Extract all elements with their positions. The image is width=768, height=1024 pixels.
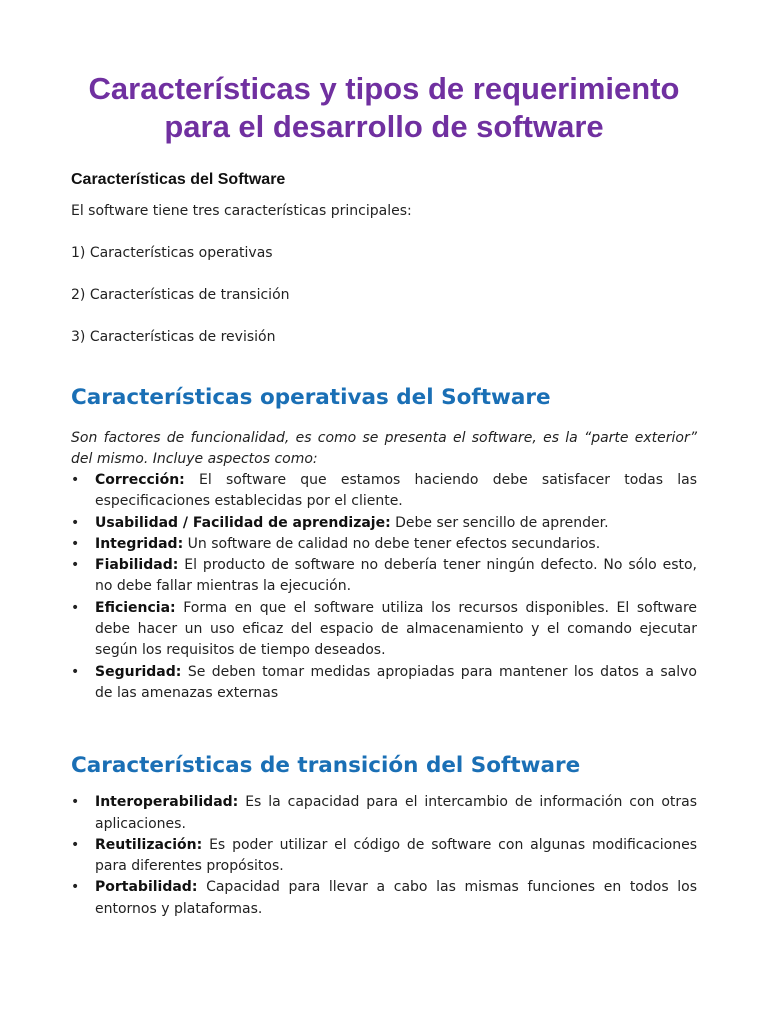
bullet-icon: • <box>71 794 80 811</box>
section-heading-operativas: Características operativas del Software <box>71 385 551 410</box>
bullet-text: El producto de software no debería tener ningún defecto. No sólo esto, no debe fallar mientras la ejecución. <box>95 557 697 595</box>
bullet-term: Eficiencia: <box>95 599 176 616</box>
bullet-term: Portabilidad: <box>95 879 198 896</box>
bullet-item <box>71 598 697 662</box>
bullet-text: Debe ser sencillo de aprender. <box>395 514 609 531</box>
bullet-text: Es la capacidad para el intercambio de información con otras aplicaciones. <box>95 794 698 832</box>
bullet-text: Forma en que el software utiliza los recursos disponibles. El software debe hacer un uso eficaz del espacio de almacenamiento y el comando ejecutar según los requisitos de tiempo deseados. <box>95 599 697 659</box>
transicion-list <box>71 792 697 920</box>
bullet-icon: • <box>71 514 80 531</box>
bullet-item <box>71 534 697 555</box>
list-item-2: 2) Características de transición <box>71 287 290 303</box>
bullet-text: Es poder utilizar el código de software con algunas modificaciones para diferentes propósitos. <box>95 836 697 875</box>
section-heading-transicion: Características de transición del Software <box>71 753 581 779</box>
bullet-text: Se deben tomar medidas apropiadas para mantener los datos a salvo de las amenazas externas <box>95 663 698 701</box>
bullet-icon: • <box>71 879 80 896</box>
bullet-item <box>71 513 697 534</box>
intro-text: El software tiene tres características principales: <box>71 203 412 219</box>
bullet-icon: • <box>71 663 80 680</box>
bullet-term: Seguridad: <box>95 663 182 680</box>
operativas-list <box>71 470 697 704</box>
bullet-term: Interoperabilidad: <box>95 794 239 811</box>
bullet-icon: • <box>71 557 80 574</box>
subheading: Características del Software <box>71 171 286 188</box>
bullet-icon: • <box>71 836 80 853</box>
list-item-3: 3) Características de revisión <box>71 329 276 345</box>
bullet-item <box>71 835 697 878</box>
bullet-icon: • <box>71 472 80 488</box>
document-title <box>71 70 697 146</box>
bullet-term: Reutilización: <box>95 836 203 853</box>
bullet-text: El software que estamos haciendo debe satisfacer todas las especificaciones establecidas por el cliente. <box>95 472 698 510</box>
bullet-term: Usabilidad / Facilidad de aprendizaje: <box>95 514 391 531</box>
bullet-term: Fiabilidad: <box>95 557 179 574</box>
bullet-text: Un software de calidad no debe tener efectos secundarios. <box>187 535 601 552</box>
bullet-item <box>71 792 697 835</box>
bullet-item <box>71 555 697 598</box>
bullet-icon: • <box>71 535 80 552</box>
bullet-term: Corrección: <box>95 472 185 488</box>
title-line-2: para el desarrollo de software <box>164 109 604 144</box>
bullet-text: Capacidad para llevar a cabo las mismas funciones en todos los entornos y plataformas. <box>95 879 698 917</box>
document-page <box>71 70 697 920</box>
bullet-icon: • <box>71 599 80 616</box>
bullet-item <box>71 662 697 705</box>
bullet-item <box>71 470 697 513</box>
bullet-term: Integridad: <box>95 535 184 552</box>
operativas-intro: Son factores de funcionalidad, es como se presenta el software, es la “parte exterior” del mismo. Incluye aspectos como: <box>71 430 697 467</box>
list-item-1: 1) Características operativas <box>71 245 273 261</box>
bullet-item <box>71 877 697 920</box>
title-line-1: Características y tipos de requerimiento <box>88 71 680 106</box>
